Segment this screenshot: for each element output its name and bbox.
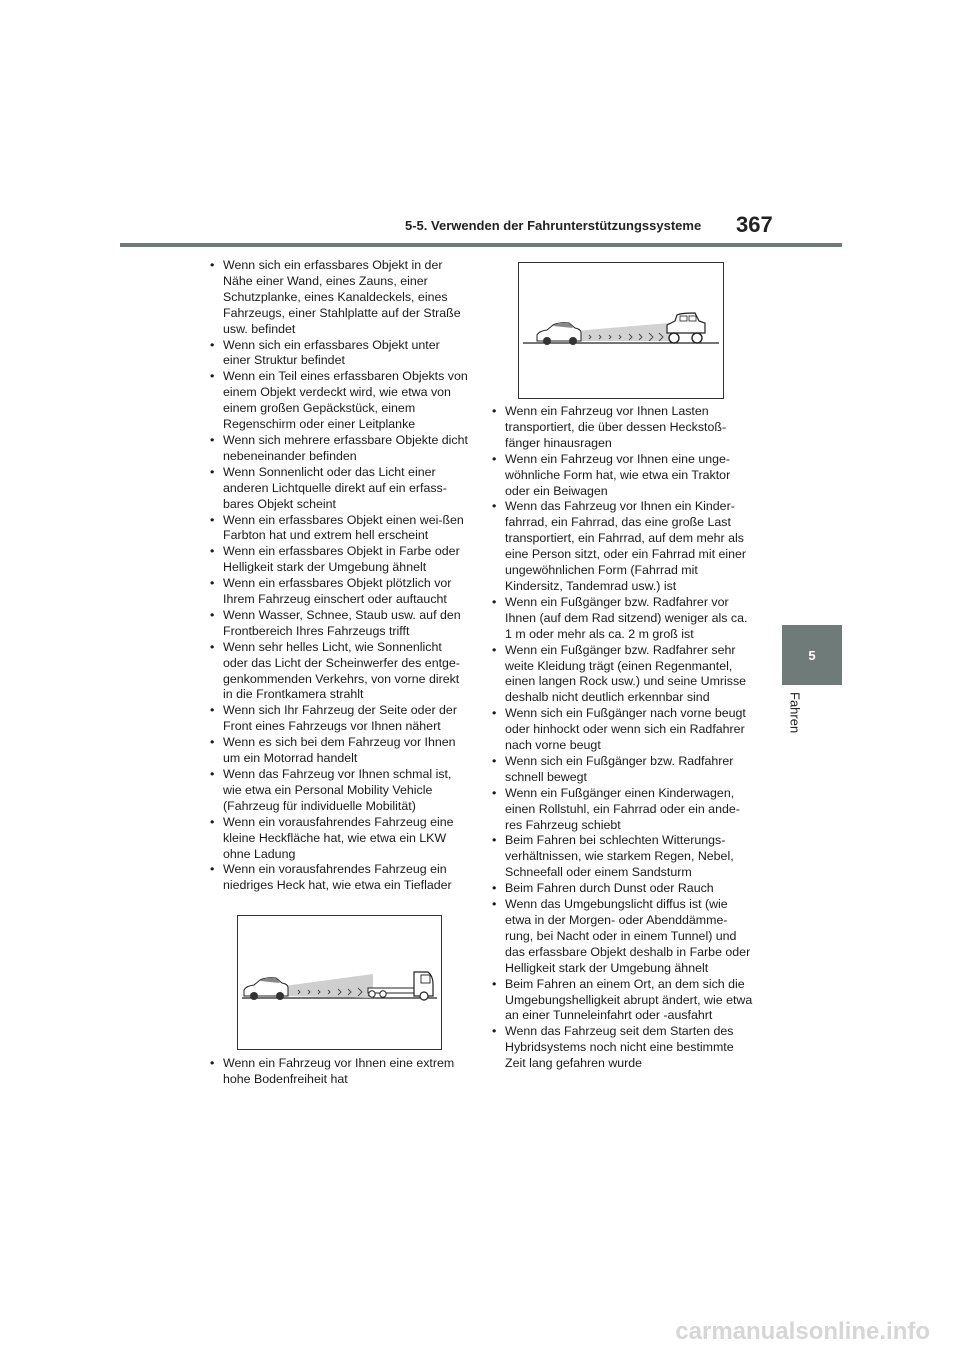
bullet-list-right bbox=[490, 404, 755, 1072]
list-item: • Wenn das Fahrzeug vor Ihnen schmal ist, wie etwa ein Personal Mobility Vehicle (Fahrzeug für individuelle Mobilität) bbox=[208, 767, 470, 815]
list-item: • Wenn sehr helles Licht, wie Sonnenlicht oder das Licht der Scheinwerfer des entge-genkommenden Verkehrs, von vorne direkt in die Frontkamera strahlt bbox=[208, 640, 470, 704]
figure-low-truck bbox=[237, 915, 442, 1050]
list-item: • Wenn ein erfassbares Objekt plötzlich vor Ihrem Fahrzeug einschert oder auftaucht bbox=[208, 576, 470, 608]
list-item: • Beim Fahren an einem Ort, an dem sich die Umgebungshelligkeit abrupt ändert, wie etwa an einer Tunneleinfahrt oder -ausfahrt bbox=[490, 977, 755, 1025]
list-item: • Wenn ein erfassbares Objekt in Farbe oder Helligkeit stark der Umgebung ähnelt bbox=[208, 544, 470, 576]
right-column bbox=[490, 404, 755, 1072]
list-item: • Wenn ein Fahrzeug vor Ihnen eine unge-wöhnliche Form hat, wie etwa ein Traktor oder ein Beiwagen bbox=[490, 452, 755, 500]
list-item: • Wenn sich ein Fußgänger nach vorne beugt oder hinhockt oder wenn sich ein Radfahrer nach vorne beugt bbox=[490, 706, 755, 754]
list-item: • Wenn ein Teil eines erfassbaren Objekts von einem Objekt verdeckt wird, wie etwa von einem großen Gepäckstück, einem Regenschirm oder einer Leitplanke bbox=[208, 369, 470, 433]
list-item: • Wenn sich ein Fußgänger bzw. Radfahrer schnell bewegt bbox=[490, 754, 755, 786]
chapter-number: 5 bbox=[808, 647, 816, 663]
list-item: • Wenn Sonnenlicht oder das Licht einer anderen Lichtquelle direkt auf ein erfass-bares Objekt scheint bbox=[208, 465, 470, 513]
list-item: • Wenn ein vorausfahrendes Fahrzeug eine kleine Heckfläche hat, wie etwa ein LKW ohne Ladung bbox=[208, 815, 470, 863]
bullet-list-left-bottom bbox=[208, 1056, 470, 1088]
list-item: • Wenn sich mehrere erfassbare Objekte dicht nebeneinander befinden bbox=[208, 433, 470, 465]
section-title: 5-5. Verwenden der Fahrunterstützungssysteme bbox=[405, 218, 702, 233]
list-item: • Beim Fahren bei schlechten Witterungs-verhältnissen, wie starkem Regen, Nebel, Schneefall oder einem Sandsturm bbox=[490, 833, 755, 881]
left-column-bottom bbox=[208, 1056, 470, 1088]
list-item: • Wenn das Umgebungslicht diffus ist (wie etwa in der Morgen- oder Abenddämme-rung, bei Nacht oder in einem Tunnel) und das erfassbare Objekt deshalb in Farbe oder Helligkeit stark der Umgebung ähnelt bbox=[490, 897, 755, 977]
list-item: • Wenn sich ein erfassbares Objekt unter einer Struktur befindet bbox=[208, 338, 470, 370]
list-item: • Wenn Wasser, Schnee, Staub usw. auf den Frontbereich Ihres Fahrzeugs trifft bbox=[208, 608, 470, 640]
header-divider bbox=[120, 243, 842, 247]
list-item: • Wenn das Fahrzeug vor Ihnen ein Kinder-fahrrad, ein Fahrrad, das eine große Last transportiert, ein Fahrrad, auf dem mehr als eine Person sitzt, oder ein Fahrrad mit einer ungewöhnlichen Form (Fahrrad mit Kindersitz, Tandemrad usw.) ist bbox=[490, 499, 755, 594]
list-item: • Wenn sich ein erfassbares Objekt in der Nähe einer Wand, eines Zauns, einer Schutzplanke, eines Kanaldeckels, eines Fahrzeugs, einer Stahlplatte auf der Straße usw. befindet bbox=[208, 258, 470, 338]
left-column-top bbox=[208, 258, 470, 894]
bullet-list-left bbox=[208, 258, 470, 894]
car-behind-suv-icon bbox=[519, 263, 723, 398]
chapter-label: Fahren bbox=[787, 692, 803, 734]
figure-high-clearance bbox=[518, 262, 724, 399]
watermark: carmanualsonline.info bbox=[675, 1318, 930, 1345]
list-item: • Wenn das Fahrzeug seit dem Starten des Hybridsystems noch nicht eine bestimmte Zeit lang gefahren wurde bbox=[490, 1024, 755, 1072]
page-number: 367 bbox=[736, 212, 773, 237]
list-item: • Wenn sich Ihr Fahrzeug der Seite oder der Front eines Fahrzeugs vor Ihnen nähert bbox=[208, 703, 470, 735]
list-item: • Wenn es sich bei dem Fahrzeug vor Ihnen um ein Motorrad handelt bbox=[208, 735, 470, 767]
list-item: • Wenn ein vorausfahrendes Fahrzeug ein niedriges Heck hat, wie etwa ein Tieflader bbox=[208, 862, 470, 894]
list-item: • Wenn ein erfassbares Objekt einen wei-ßen Farbton hat und extrem hell erscheint bbox=[208, 513, 470, 545]
list-item: • Wenn ein Fahrzeug vor Ihnen Lasten transportiert, die über dessen Heckstoß-fänger hinausragen bbox=[490, 404, 755, 452]
list-item: • Beim Fahren durch Dunst oder Rauch bbox=[490, 881, 755, 897]
list-item: • Wenn ein Fußgänger bzw. Radfahrer sehr weite Kleidung trägt (einen Regenmantel, einen langen Rock usw.) und seine Umrisse deshalb nicht deutlich erkennbar sind bbox=[490, 643, 755, 707]
list-item: • Wenn ein Fahrzeug vor Ihnen eine extrem hohe Bodenfreiheit hat bbox=[208, 1056, 470, 1088]
car-behind-truck-icon bbox=[238, 916, 441, 1049]
chapter-label-container bbox=[770, 692, 820, 752]
chapter-tab[interactable] bbox=[782, 625, 842, 685]
list-item: • Wenn ein Fußgänger einen Kinderwagen, einen Rollstuhl, ein Fahrrad oder ein ande-res Fahrzeug schiebt bbox=[490, 786, 755, 834]
list-item: • Wenn ein Fußgänger bzw. Radfahrer vor Ihnen (auf dem Rad sitzend) weniger als ca. 1 m oder mehr als ca. 2 m groß ist bbox=[490, 595, 755, 643]
